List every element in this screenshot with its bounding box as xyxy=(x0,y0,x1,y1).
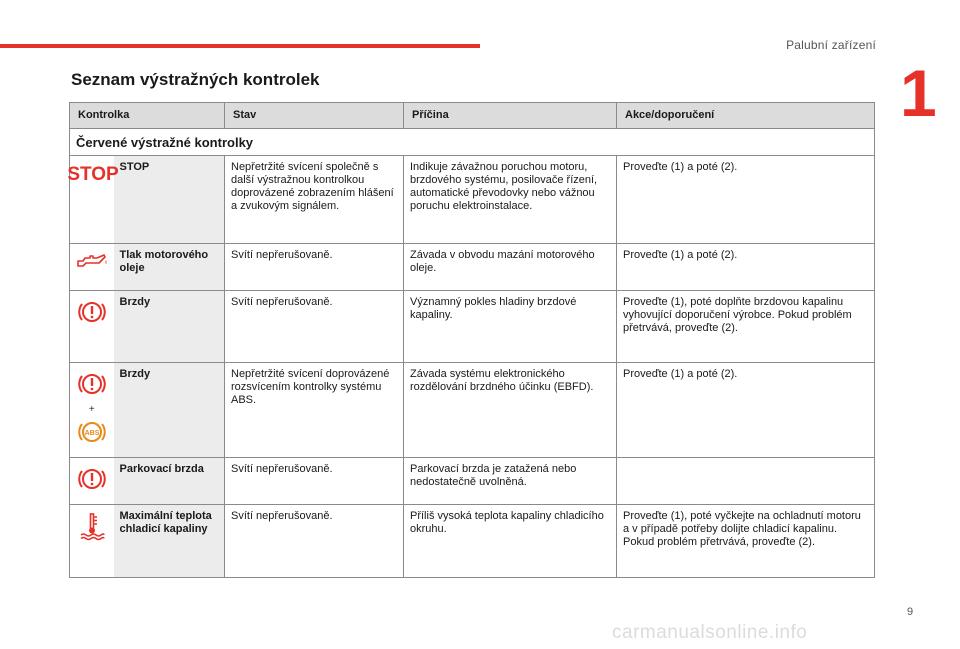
row-action: Proveďte (1) a poté (2). xyxy=(617,363,875,458)
warning-lights-table xyxy=(69,102,875,578)
col-header-pricina: Příčina xyxy=(404,103,617,129)
col-header-stav: Stav xyxy=(225,103,404,129)
plus-sign: + xyxy=(88,404,95,415)
row-state: Nepřetržité svícení doprovázené rozsvícením kontrolky systému ABS. xyxy=(225,363,404,458)
chapter-title: Palubní zařízení xyxy=(786,38,876,52)
row-cause: Významný pokles hladiny brzdové kapaliny. xyxy=(404,291,617,363)
abs-warning-icon xyxy=(77,417,107,447)
page-number: 9 xyxy=(907,606,914,618)
row-state: Svítí nepřerušovaně. xyxy=(225,505,404,578)
brake-warning-icon xyxy=(77,297,107,327)
table-row xyxy=(70,244,875,291)
row-cause: Indikuje závažnou poruchou motoru, brzdového systému, posilovače řízení, automatické převodovky nebo vážnou poruchu elektroinstalace. xyxy=(404,156,617,244)
section-title: Červené výstražné kontrolky xyxy=(70,129,875,156)
row-action: Proveďte (1), poté vyčkejte na ochladnutí motoru a v případě potřeby dolijte chladicí kapalinu. Pokud problém přetrvává, proveďte (2). xyxy=(617,505,875,578)
row-cause: Závada v obvodu mazání motorového oleje. xyxy=(404,244,617,291)
chapter-number: 1 xyxy=(900,56,937,130)
table-header-row xyxy=(70,103,875,129)
row-state: Svítí nepřerušovaně. xyxy=(225,244,404,291)
row-label: Maximální teplota chladicí kapaliny xyxy=(114,505,225,578)
stop-warning-icon xyxy=(67,162,119,185)
row-label: Parkovací brzda xyxy=(114,458,225,505)
page-title: Seznam výstražných kontrolek xyxy=(71,70,320,89)
row-state: Svítí nepřerušovaně. xyxy=(225,291,404,363)
row-action: Proveďte (1) a poté (2). xyxy=(617,156,875,244)
table-row xyxy=(70,458,875,505)
oil-pressure-icon xyxy=(74,250,110,272)
svg-text:STOP: STOP xyxy=(67,164,119,185)
table-row xyxy=(70,363,875,458)
table-row xyxy=(70,156,875,244)
watermark: carmanualsonline.info xyxy=(612,622,808,643)
row-action xyxy=(617,458,875,505)
row-cause: Parkovací brzda je zatažená nebo nedostatečně uvolněná. xyxy=(404,458,617,505)
parking-brake-icon xyxy=(77,464,107,494)
table-row xyxy=(70,505,875,578)
col-header-kontrolka: Kontrolka xyxy=(70,103,225,129)
section-row xyxy=(70,129,875,156)
header-accent-bar xyxy=(0,44,480,48)
row-action: Proveďte (1) a poté (2). xyxy=(617,244,875,291)
row-action: Proveďte (1), poté doplňte brzdovou kapalinu vyhovující doporučení výrobce. Pokud problém přetrvává, proveďte (2). xyxy=(617,291,875,363)
svg-text:ABS: ABS xyxy=(84,430,100,437)
brake-warning-icon xyxy=(77,369,107,399)
row-state: Nepřetržité svícení společně s další výstražnou kontrolkou doprovázené zobrazením hlášení a zvukovým signálem. xyxy=(225,156,404,244)
coolant-temperature-icon xyxy=(77,511,107,541)
row-cause: Závada systému elektronického rozdělování brzdného účinku (EBFD). xyxy=(404,363,617,458)
row-label: Brzdy xyxy=(114,363,225,458)
table-row xyxy=(70,291,875,363)
col-header-akce: Akce/doporučení xyxy=(617,103,875,129)
row-label: STOP xyxy=(114,156,225,244)
row-label: Brzdy xyxy=(114,291,225,363)
row-label: Tlak motorového oleje xyxy=(114,244,225,291)
row-cause: Příliš vysoká teplota kapaliny chladicího okruhu. xyxy=(404,505,617,578)
row-state: Svítí nepřerušovaně. xyxy=(225,458,404,505)
